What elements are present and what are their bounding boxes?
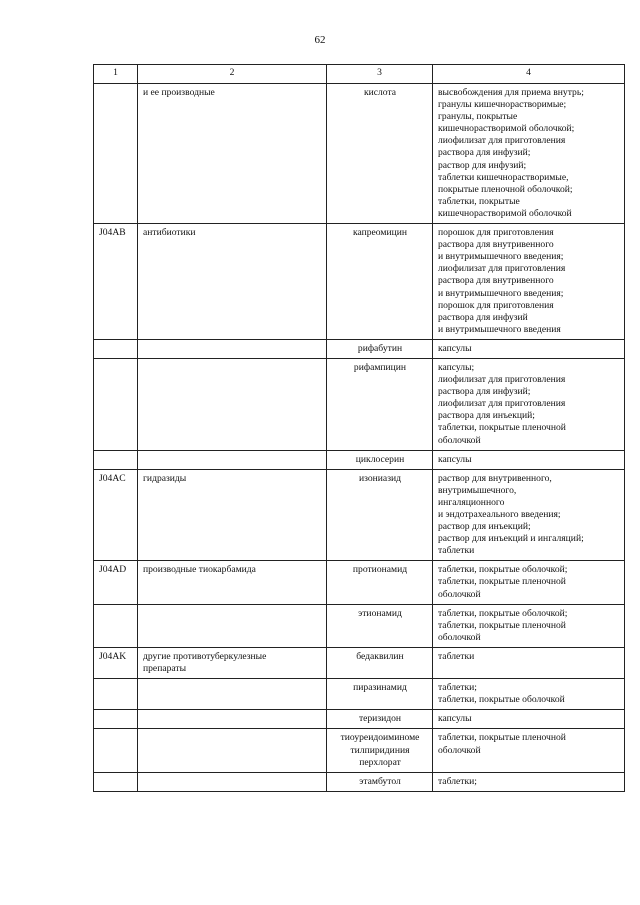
table-row — [94, 604, 625, 647]
dosage-forms-cell — [433, 469, 625, 561]
atc-code-cell — [94, 729, 138, 772]
substance-cell — [327, 729, 433, 772]
atc-code-cell — [94, 604, 138, 647]
table-row — [94, 772, 625, 791]
substance-cell — [327, 469, 433, 561]
group-name-cell-text: гидразиды — [143, 472, 187, 484]
substance-cell-text: этионамид — [358, 607, 402, 619]
page-number: 62 — [314, 34, 326, 46]
group-name-cell — [138, 647, 327, 678]
drug-table — [93, 64, 625, 792]
dosage-forms-cell — [433, 358, 625, 450]
table-row — [94, 339, 625, 358]
substance-cell-text: бедаквилин — [356, 650, 404, 662]
atc-code-cell-text: J04AD — [99, 564, 127, 576]
group-name-cell-text: и ее производные — [143, 87, 215, 98]
group-name-cell — [138, 339, 327, 358]
dosage-forms-cell — [433, 710, 625, 729]
dosage-forms-cell — [433, 772, 625, 791]
table-row — [94, 469, 625, 561]
group-name-cell — [138, 84, 327, 224]
substance-cell — [327, 450, 433, 469]
substance-cell — [327, 772, 433, 791]
dosage-forms-cell-text: таблетки — [438, 650, 475, 662]
substance-cell-text: изониазид — [359, 472, 401, 484]
dosage-forms-cell-text: капсулы — [438, 342, 472, 354]
dosage-forms-cell-text: таблетки, покрытые оболочкой; таблетки, покрытые пленочной оболочкой — [438, 564, 568, 600]
dosage-forms-cell — [433, 339, 625, 358]
substance-cell — [327, 224, 433, 340]
atc-code-cell — [94, 772, 138, 791]
dosage-forms-cell-text: капсулы — [438, 453, 472, 465]
dosage-forms-cell-text: капсулы; лиофилизат для приготовления раствора для инфузий; лиофилизат для приготовления раствора для инъекций; таблетки, покрытые пленочной оболочкой — [438, 361, 566, 446]
atc-code-cell-text: J04AB — [99, 227, 126, 239]
table-row — [94, 224, 625, 340]
dosage-forms-cell-text: таблетки, покрытые пленочной оболочкой — [438, 732, 566, 756]
group-name-cell-text: другие противотуберкулезные препараты — [143, 650, 267, 675]
dosage-forms-cell — [433, 604, 625, 647]
substance-cell-text: тиоуреидоиминоме тилпиридиния перхлорат — [340, 732, 420, 768]
dosage-forms-cell-text: высвобождения для приема внутрь; гранулы кишечнорастворимые; гранулы, покрытые кишечнорастворимой оболочкой; лиофилизат для приготовления раствора для инфузий; раствор для инфузий; таблетки кишечнорастворимые, покрытые пленочной оболочкой; таблетки, покрытые кишечнорастворимой оболочкой — [438, 87, 584, 219]
group-name-cell — [138, 561, 327, 604]
substance-cell — [327, 647, 433, 678]
atc-code-cell — [94, 469, 138, 561]
substance-cell-text: пиразинамид — [353, 682, 407, 694]
atc-code-cell — [94, 358, 138, 450]
group-name-cell — [138, 772, 327, 791]
substance-cell-text: теризидон — [358, 713, 402, 725]
dosage-forms-cell — [433, 84, 625, 224]
substance-cell — [327, 339, 433, 358]
atc-code-cell — [94, 224, 138, 340]
header-col-1: 1 — [94, 65, 138, 84]
atc-code-cell-text: J04AC — [99, 472, 126, 484]
atc-code-cell — [94, 710, 138, 729]
substance-cell — [327, 679, 433, 710]
atc-code-cell — [94, 450, 138, 469]
atc-code-cell — [94, 679, 138, 710]
substance-cell — [327, 84, 433, 224]
table-row — [94, 729, 625, 772]
table-row — [94, 647, 625, 678]
table-header-row — [94, 65, 625, 84]
dosage-forms-cell — [433, 729, 625, 772]
group-name-cell — [138, 710, 327, 729]
group-name-cell — [138, 679, 327, 710]
substance-cell — [327, 710, 433, 729]
dosage-forms-cell — [433, 647, 625, 678]
substance-cell — [327, 604, 433, 647]
dosage-forms-cell-text: таблетки; таблетки, покрытые оболочкой — [438, 682, 565, 706]
substance-cell-text: циклосерин — [355, 453, 405, 465]
table-row — [94, 561, 625, 604]
dosage-forms-cell-text: капсулы — [438, 713, 472, 725]
atc-code-cell — [94, 647, 138, 678]
substance-cell — [327, 561, 433, 604]
header-col-3: 3 — [327, 65, 433, 84]
group-name-cell — [138, 358, 327, 450]
group-name-cell — [138, 469, 327, 561]
table-row — [94, 358, 625, 450]
dosage-forms-cell-text: раствор для внутривенного, внутримышечного, ингаляционного и эндотрахеального введения; раствор для инъекций; раствор для инъекций и ингаляций; таблетки — [438, 472, 584, 557]
dosage-forms-cell-text: таблетки, покрытые оболочкой; таблетки, покрытые пленочной оболочкой — [438, 607, 568, 643]
header-col-4: 4 — [433, 65, 625, 84]
group-name-cell — [138, 224, 327, 340]
dosage-forms-cell-text: таблетки; — [438, 775, 477, 787]
group-name-cell — [138, 450, 327, 469]
substance-cell-text: рифампицин — [353, 361, 407, 373]
substance-cell-text: капреомицин — [352, 227, 408, 239]
header-col-2: 2 — [138, 65, 327, 84]
dosage-forms-cell — [433, 450, 625, 469]
table-row — [94, 710, 625, 729]
table-row — [94, 450, 625, 469]
substance-cell — [327, 358, 433, 450]
substance-cell-text: рифабутин — [357, 342, 403, 354]
group-name-cell-text: производные тиокарбамида — [143, 564, 256, 576]
dosage-forms-cell — [433, 224, 625, 340]
atc-code-cell — [94, 561, 138, 604]
group-name-cell — [138, 729, 327, 772]
dosage-forms-cell-text: порошок для приготовления раствора для внутривенного и внутримышечного введения; лиофилизат для приготовления раствора для внутривенного и внутримышечного введения; порошок для приготовления раствора для инфузий и внутримышечного введения — [438, 227, 566, 335]
atc-code-cell — [94, 84, 138, 224]
substance-cell-text: этамбутол — [359, 775, 401, 787]
table-row — [94, 84, 625, 224]
substance-cell-text: протионамид — [352, 564, 408, 576]
group-name-cell — [138, 604, 327, 647]
group-name-cell-text: антибиотики — [143, 227, 196, 239]
atc-code-cell — [94, 339, 138, 358]
atc-code-cell-text: J04AK — [99, 650, 127, 662]
dosage-forms-cell — [433, 679, 625, 710]
substance-cell-text: кислота — [363, 87, 397, 98]
dosage-forms-cell — [433, 561, 625, 604]
table-row — [94, 679, 625, 710]
